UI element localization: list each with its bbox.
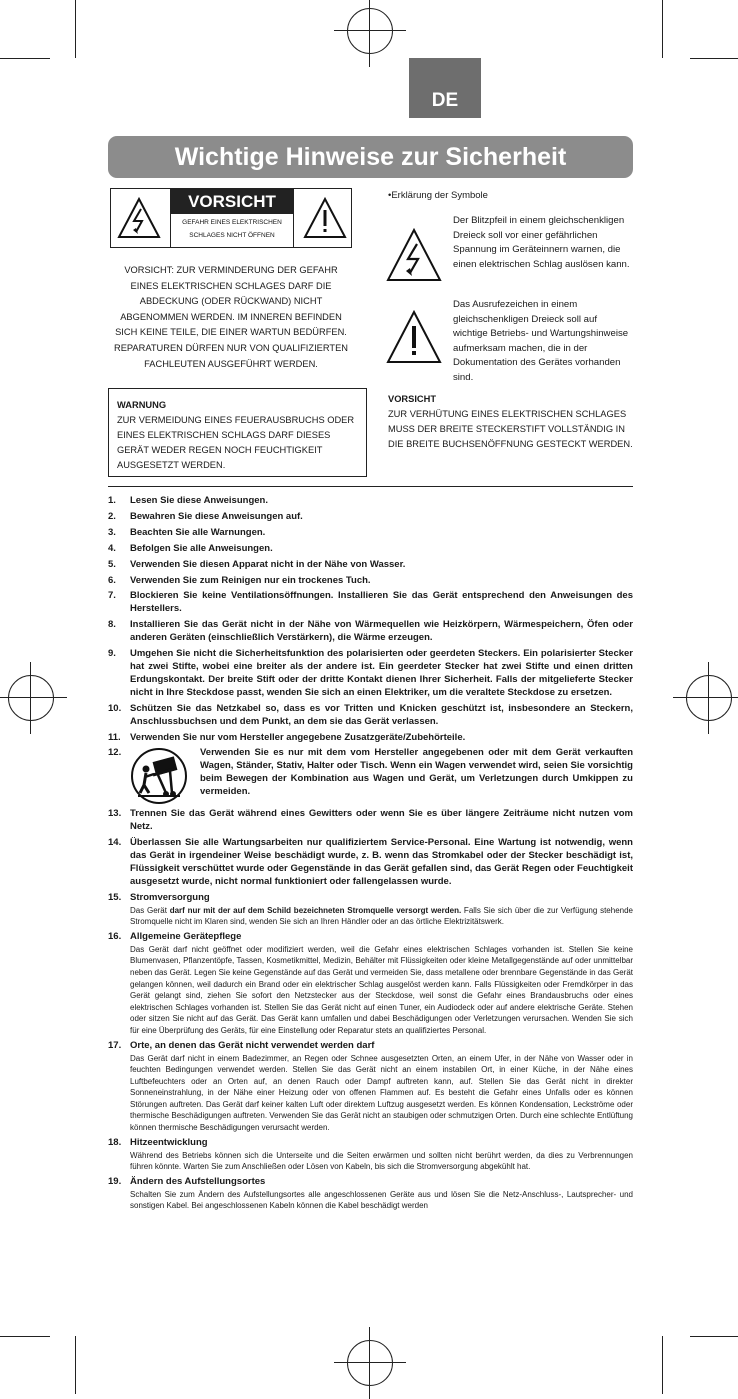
item-number: 7. bbox=[108, 590, 116, 602]
registration-mark bbox=[686, 675, 732, 721]
item-text bbox=[130, 905, 633, 928]
exclamation-warning-icon bbox=[303, 197, 347, 239]
item-text: Verwenden Sie es nur mit dem vom Hersteller angegebenen oder mit dem Gerät verkauften Wagen, Ständer, Stativ, Halter oder Tisch. Wenn ein Wagen verwendet wird, seien Sie vorsichtig beim Bewegen der Kombination aus Wagen und Gerät, um Verletzungen durch Umkippen zu vermeiden. bbox=[200, 747, 633, 798]
exclamation-symbol-description: Das Ausrufezeichen in einem gleichschenkligen Dreieck soll auf wichtige Betriebs- und Wartungshinweise aufmerksam machen, die in der Dokumentation des Gerätes vorhanden sind. bbox=[453, 299, 629, 383]
plug-caution-title: VORSICHT bbox=[388, 394, 437, 404]
item-title: Stromversorgung bbox=[130, 891, 210, 903]
item-number: 15. bbox=[108, 891, 122, 903]
item-text: Überlassen Sie alle Wartungsarbeiten nur qualifiziertem Service-Personal. Eine Wartung ist notwendig, wenn das Gerät in irgendeiner Weise beschädigt wurde, z. B. wenn das Stromkabel oder der Stecker beschädigt ist, Flüssigkeit verschüttet wurde oder Gegenstände in das Gerät gefallen sind, das Gerät Regen oder Feuchtigkeit ausgesetzt wurde, nicht normal funktioniert oder fallengelassen wurde. bbox=[130, 837, 633, 887]
item-number: 16. bbox=[108, 930, 122, 942]
language-tab: DE bbox=[409, 58, 481, 118]
item-text: Trennen Sie das Gerät während eines Gewitters oder wenn Sie es über längere Zeiträume nicht nutzen vom Netz. bbox=[130, 808, 633, 833]
list-item bbox=[108, 559, 633, 572]
item-title: Ändern des Aufstellungsortes bbox=[130, 1175, 266, 1187]
item-number: 12. bbox=[108, 747, 122, 759]
registration-mark bbox=[347, 8, 393, 54]
list-item bbox=[108, 511, 633, 524]
plug-caution-text: ZUR VERHÜTUNG EINES ELEKTRISCHEN SCHLAGES MUSS DER BREITE STECKERSTIFT VOLLSTÄNDIG IN DIE BREITE BUCHSENÖFFNUNG GESTECKT WERDEN. bbox=[388, 409, 633, 449]
list-item bbox=[108, 543, 633, 556]
item-text: Beachten Sie alle Warnungen. bbox=[130, 526, 266, 538]
item-title: Allgemeine Gerätepflege bbox=[130, 930, 242, 942]
instruction-list bbox=[108, 495, 633, 1215]
vorsicht-subline: GEFAHR EINES ELEKTRISCHEN bbox=[182, 219, 282, 226]
crop-mark bbox=[662, 0, 663, 58]
registration-mark bbox=[8, 675, 54, 721]
list-item bbox=[108, 837, 633, 889]
registration-mark bbox=[347, 1340, 393, 1386]
list-item bbox=[108, 590, 633, 616]
caution-text: VORSICHT: ZUR VERMINDERUNG DER GEFAHR EINES ELEKTRISCHEN SCHLAGES DARF DIE ABDECKUNG (ODER RÜCKWAND) NICHT ABGENOMMEN WERDEN. IM INNEREN BEFINDEN SICH KEINE TEILE, DIE EINER WARTUN BEDÜRFEN. REPARATUREN DÜRFEN NUR VON QUALIFIZIERTEN FACHLEUTEN AUSGEFÜHRT WERDEN. bbox=[114, 265, 348, 369]
list-item bbox=[108, 575, 633, 588]
list-item bbox=[108, 931, 633, 1037]
list-item bbox=[108, 1137, 633, 1173]
page-title: Wichtige Hinweise zur Sicherheit bbox=[108, 136, 633, 178]
list-item bbox=[108, 619, 633, 645]
item-number: 18. bbox=[108, 1136, 122, 1148]
caution-label bbox=[110, 188, 352, 248]
list-item bbox=[108, 648, 633, 700]
list-item bbox=[108, 732, 633, 745]
item-text: Blockieren Sie keine Ventilationsöffnungen. Installieren Sie das Gerät entsprechend den Anweisungen des Herstellers. bbox=[130, 590, 633, 615]
vorsicht-subline: SCHLAGES NICHT ÖFFNEN bbox=[189, 232, 275, 239]
item-number: 9. bbox=[108, 648, 116, 660]
crop-mark bbox=[662, 1336, 663, 1394]
item-text-emphasis: darf nur mit der auf dem Schild bezeichneten Stromquelle versorgt werden. bbox=[169, 905, 462, 915]
item-text: Verwenden Sie diesen Apparat nicht in der Nähe von Wasser. bbox=[130, 558, 406, 570]
item-number: 6. bbox=[108, 574, 116, 586]
item-number: 13. bbox=[108, 808, 122, 820]
item-text: Installieren Sie das Gerät nicht in der Nähe von Wärmequellen wie Heizkörpern, Wärmespeichern, Öfen oder anderen Geräten (einschließlich Verstärkern), die Wärme erzeugen. bbox=[130, 619, 633, 644]
item-number: 19. bbox=[108, 1175, 122, 1187]
crop-mark bbox=[690, 1336, 738, 1337]
item-text: Umgehen Sie nicht die Sicherheitsfunktion des polarisierten oder geerdeten Steckers. Ein polarisierter Stecker hat zwei Stifte, wobei eine breiter als der andere ist. Ein geerdeter Stecker hat zwei Stifte und einen dritten Erdungskontakt. Der breite Stift oder der dritte Kontakt dienen Ihrer Sicherheit. Falls der mitgelieferte Stecker nicht in Ihre Steckdose passt, wenden Sie sich an einen Elektriker, um die veraltete Steckdose zu ersetzen. bbox=[130, 648, 633, 698]
plug-caution bbox=[388, 392, 633, 452]
list-item bbox=[108, 747, 633, 805]
item-number: 2. bbox=[108, 510, 116, 522]
warning-title: WARNUNG bbox=[117, 400, 167, 410]
lightning-warning-icon bbox=[117, 197, 161, 239]
list-item bbox=[108, 1176, 633, 1212]
crop-mark bbox=[0, 58, 50, 59]
item-number: 8. bbox=[108, 619, 116, 631]
item-text: Befolgen Sie alle Anweisungen. bbox=[130, 542, 273, 554]
item-text: Lesen Sie diese Anweisungen. bbox=[130, 495, 268, 506]
item-text: Bewahren Sie diese Anweisungen auf. bbox=[130, 510, 303, 522]
warning-box bbox=[108, 388, 367, 477]
item-text: Verwenden Sie nur vom Hersteller angegebene Zusatzgeräte/Zubehörteile. bbox=[130, 731, 466, 743]
item-text-part: Falls Sie sich über die zur Verfügung stehende Stromquelle nicht im Klaren sind, wenden Sie sich an Ihren Händler oder an das örtliche Elektrizitätswerk. bbox=[130, 905, 633, 927]
vorsicht-plate bbox=[170, 189, 294, 247]
item-text: Das Gerät darf nicht geöffnet oder modifiziert werden, weil die Gefahr eines elektrischen Schlages vorhanden ist. Stellen Sie keine Blumenvasen, Pflanzentöpfe, Tassen, Kosmetikmittel, Medizin, Behälter mit Flüssigkeiten oder kleine Metallgegenstände auf oder unmittelbar neben das Gerät. Legen Sie keine Gegenstände auf das Gerät und vermeiden Sie, dass metallene oder brennbare Gegenstände in das Gerät gelangen können, weil dadurch ein Brand oder ein elektrischer Schlag ausgelöst werden kann. Falls Flüssigkeiten oder Fremdkörper in das Gerät gelangt sind, ziehen Sie sofort den Netzstecker aus der Steckdose, weil sonst die Gefahr eines Brandausbruchs oder eines elektrischen Schlages vorhanden ist. Stellen Sie das Gerät nicht auf einen Tuner, ein Audiodeck oder auf andere elektrische Geräte. Stehen oder sitzen Sie nicht auf das Gerät. Das Gerät kann umfallen und dabei Beschädigungen oder Verletzungen verursachen. Wenden Sie sich für eine Überprüfung des Geräts, für eine Einstellung oder Reparatur stets an qualifiziertes Personal. bbox=[130, 944, 633, 1035]
item-number: 11. bbox=[108, 731, 121, 743]
list-item bbox=[108, 808, 633, 834]
item-title: Orte, an denen das Gerät nicht verwendet werden darf bbox=[130, 1039, 375, 1051]
lightning-warning-icon bbox=[386, 228, 442, 282]
crop-mark bbox=[75, 0, 76, 58]
list-item bbox=[108, 892, 633, 928]
item-number: 1. bbox=[108, 495, 116, 506]
item-number: 14. bbox=[108, 837, 122, 849]
vorsicht-heading: VORSICHT bbox=[171, 189, 293, 214]
item-number: 5. bbox=[108, 558, 116, 570]
exclamation-warning-icon bbox=[386, 310, 442, 364]
item-text: Das Gerät darf nicht in einem Badezimmer, an Regen oder Schnee ausgesetzten Orten, an einem Ufer, in der Nähe von Wasser oder in feuchten Bedingungen verwendet werden. Stellen Sie das Gerät nicht an einem instabilen Ort, in einer Küche, in der Nähe eines Luftbefeuchters oder an Orten auf, an denen Rauch oder Dampf auftreten kann, auf. Stellen Sie das Gerät nicht in direkter Sonneneinstrahlung, in der Nähe einer Heizung oder von offenen Flammen auf. Es besteht die Gefahr eines Unfalls oder es können Störungen auftreten. Das Gerät darf keiner kalten Luft oder direktem Luftzug ausgesetzt werden. Es können Kondensation, Leckströme oder thermische Beschädigungen auftreten. Verwenden Sie das Gerät nicht an staubigen oder schmutzigen Orten. Durch eine schlechte Entlüftung können thermische Beschädigungen verursacht werden. bbox=[130, 1053, 633, 1133]
list-item bbox=[108, 527, 633, 540]
item-number: 10. bbox=[108, 702, 122, 714]
item-number: 17. bbox=[108, 1039, 122, 1051]
warning-text: ZUR VERMEIDUNG EINES FEUERAUSBRUCHS ODER EINES ELEKTRISCHEN SCHLAGS DARF DIESES GERÄT WEDER REGEN NOCH FEUCHTIGKEIT AUSGESETZT WERDEN. bbox=[117, 415, 355, 470]
item-text-part: Das Gerät bbox=[130, 905, 170, 915]
item-text: Während des Betriebs können sich die Unterseite und die Seiten erwärmen und sollten nicht berührt werden, da dies zu Verbrennungen führen könnte. Warten Sie zum Anschließen oder Lösen von Kabeln, bis sich die Stromversorgung abgekühlt hat. bbox=[130, 1150, 633, 1172]
crop-mark bbox=[690, 58, 738, 59]
item-title: Hitzeentwicklung bbox=[130, 1136, 208, 1148]
item-text: Schützen Sie das Netzkabel so, dass es vor Tritten und Knicken geschützt ist, insbesondere an Steckern, Anschlussbuchsen und dem Punkt, an dem sie das Gerät verlassen. bbox=[130, 702, 633, 727]
list-item bbox=[108, 495, 633, 508]
item-number: 3. bbox=[108, 526, 116, 538]
cart-tip-over-warning-icon bbox=[130, 747, 188, 805]
list-item bbox=[108, 703, 633, 729]
lightning-symbol-description: Der Blitzpfeil in einem gleichschenkligen Dreieck soll vor einer gefährlichen Spannung im Geräteinnern warnen, die einen elektrischen Schlag auslösen kann. bbox=[453, 215, 630, 270]
crop-mark bbox=[75, 1336, 76, 1394]
divider bbox=[108, 486, 633, 487]
item-text: Verwenden Sie zum Reinigen nur ein trockenes Tuch. bbox=[130, 574, 371, 586]
item-text: Schalten Sie zum Ändern des Aufstellungsortes alle angeschlossenen Geräte aus und lösen Sie die Netz-Anschluss-, Lautsprecher- und sonstigen Kabel. Bei angeschlossenen Kabeln können die Kabel beschädigt werden bbox=[130, 1189, 633, 1211]
crop-mark bbox=[0, 1336, 50, 1337]
symbols-heading: •Erklärung der Symbole bbox=[388, 190, 488, 201]
list-item bbox=[108, 1040, 633, 1134]
item-number: 4. bbox=[108, 542, 116, 554]
